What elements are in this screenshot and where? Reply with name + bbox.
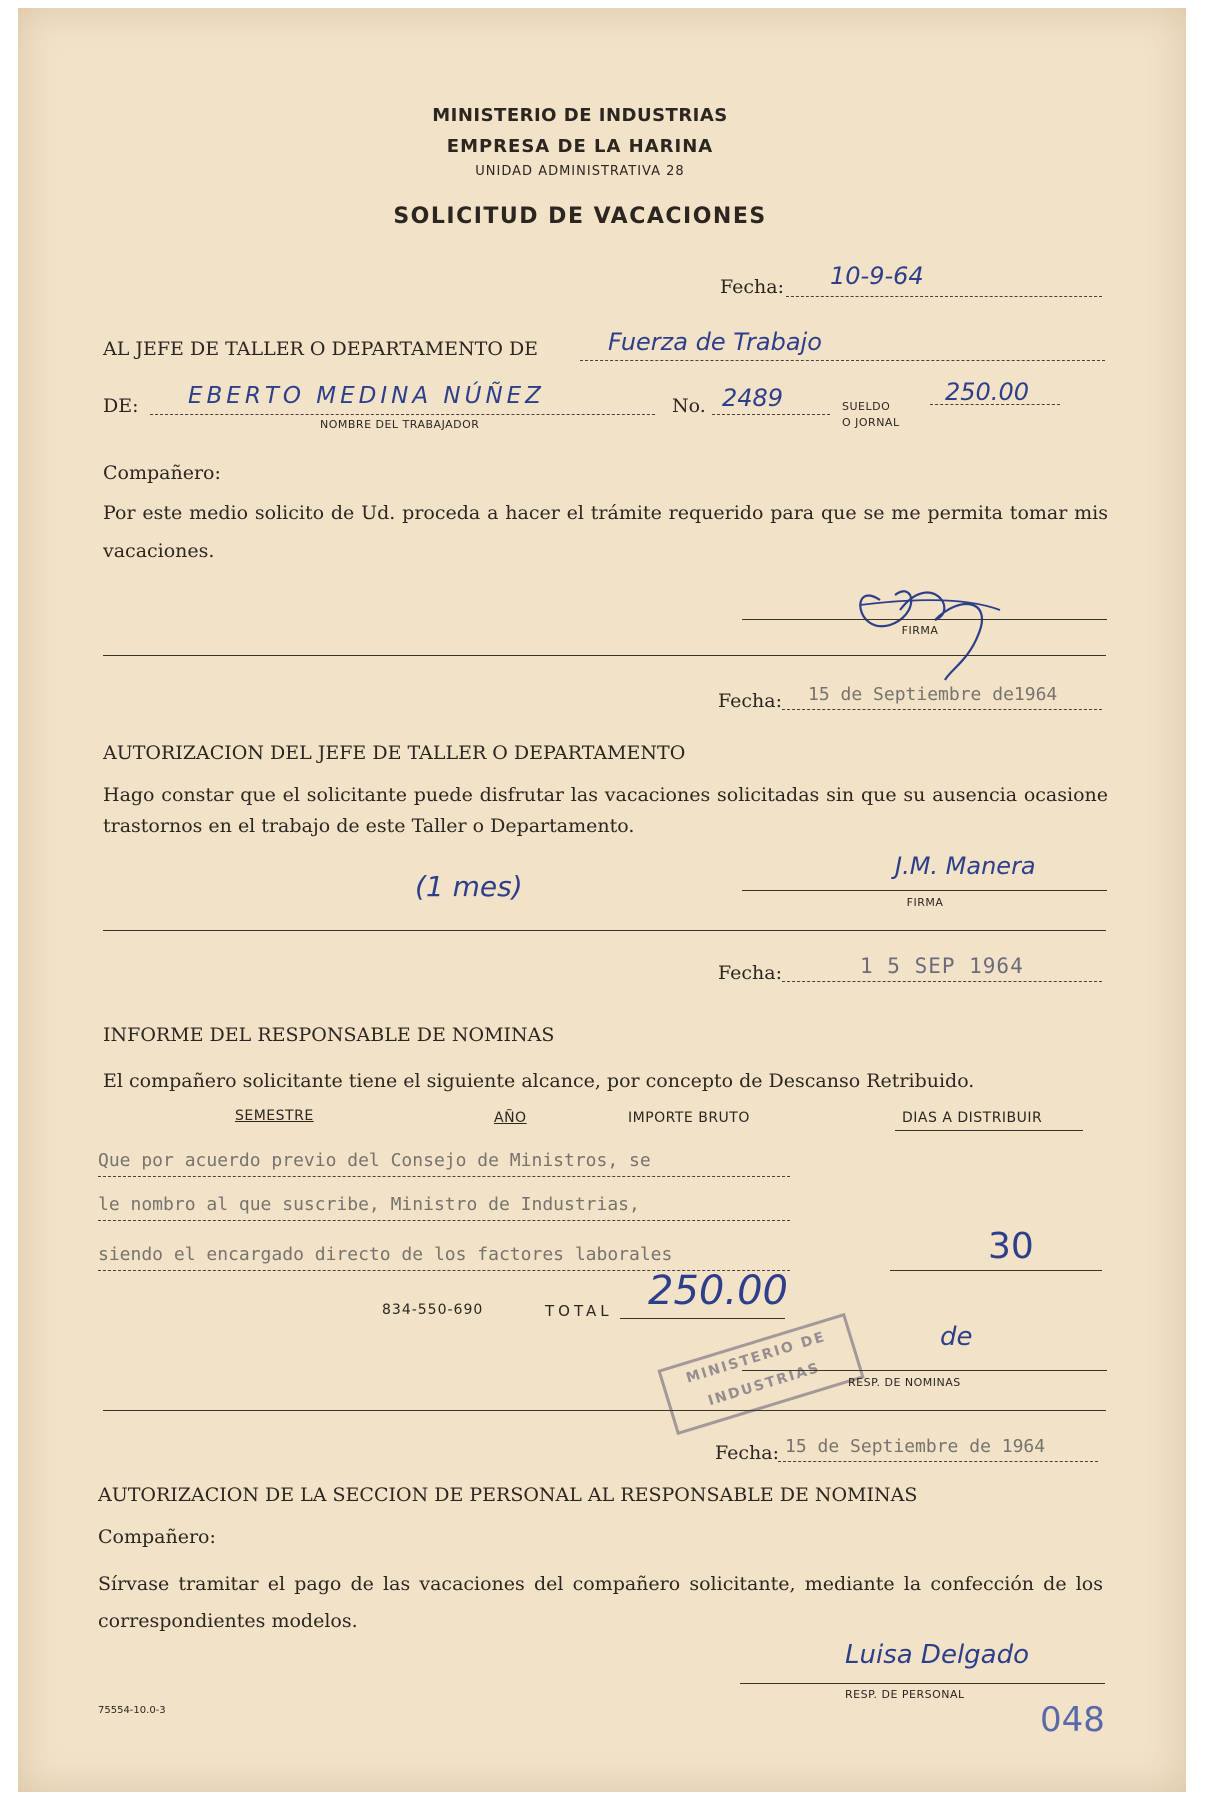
authorization-note: (1 mes) [415,870,523,903]
ministry-title: MINISTERIO DE INDUSTRIAS [432,105,728,126]
payroll-divider [103,1410,1106,1411]
personnel-body: Sírvase tramitar el pago de las vacaciones del compañero solicitante, mediante la confección de los correspondientes modelos. [98,1573,1103,1632]
typed-line-2-rule [98,1220,790,1221]
typed-line-1: Que por acuerdo previo del Consejo de Ministros, se [98,1150,651,1171]
authorization-fecha-label: Fecha: [718,962,782,984]
applicant-signature [840,540,1040,690]
days-value: 30 [988,1226,1034,1267]
authorization-fecha-stamp: 1 5 SEP 1964 [860,954,1024,978]
resp-nominas-label: RESP. DE NOMINAS [848,1376,961,1389]
authorization-heading: AUTORIZACION DEL JEFE DE TALLER O DEPARTAMENTO [103,742,686,764]
column-importe-bruto: IMPORTE BRUTO [628,1110,750,1126]
column-semestre: SEMESTRE [235,1108,314,1124]
to-department-value: Fuerza de Trabajo [608,328,822,356]
sueldo-label: SUELDO [842,400,891,413]
number-label: No. [672,395,706,417]
typed-line-3: siendo el encargado directo de los factores laborales [98,1244,673,1265]
authorization-divider [103,930,1106,931]
top-fecha-label: Fecha: [720,276,784,298]
form-code: 834-550-690 [382,1302,484,1318]
personnel-salutation: Compañero: [98,1526,216,1548]
payroll-initials: de [940,1322,973,1352]
section-divider [103,655,1106,656]
total-value: 250.00 [648,1268,788,1314]
request-salutation: Compañero: [103,462,221,484]
typed-line-1-rule [98,1176,790,1177]
resp-personal-label: RESP. DE PERSONAL [845,1688,965,1701]
to-department-label: AL JEFE DE TALLER O DEPARTAMENTO DE [103,338,539,360]
request-body: Por este medio solicito de Ud. proceda a hacer el trámite requerido para que se me permita tomar mis vacaciones. [103,502,1108,562]
request-fecha-label: Fecha: [718,690,782,712]
jornal-label: O JORNAL [842,416,900,429]
worker-name-line [150,414,655,415]
request-fecha-line [782,709,1102,710]
to-department-line [580,360,1105,361]
worker-name-caption: NOMBRE DEL TRABAJADOR [320,418,480,431]
payroll-fecha-label: Fecha: [715,1442,779,1464]
total-line [620,1318,785,1319]
manager-firma-label: FIRMA [906,896,944,909]
payroll-fecha-line [778,1461,1098,1462]
ministry-stamp: MINISTERIO DE INDUSTRIAS [657,1313,864,1435]
number-line [712,414,830,415]
top-fecha-line [786,296,1102,297]
days-line [890,1270,1102,1271]
resp-nominas-line [742,1370,1107,1371]
personnel-signature: Luisa Delgado [845,1640,1030,1670]
de-label: DE: [103,395,139,417]
authorization-fecha-line [782,981,1102,982]
page-title: SOLICITUD DE VACACIONES [393,204,767,229]
manager-firma-line [742,890,1107,891]
column-ano: AÑO [494,1110,527,1126]
payroll-intro: El compañero solicitante tiene el siguiente alcance, por concepto de Descanso Retribuido. [103,1070,975,1092]
number-value: 2489 [722,384,784,412]
print-code: 75554-10.0-3 [98,1705,166,1716]
company-title: EMPRESA DE LA HARINA [446,136,714,157]
personnel-heading: AUTORIZACION DE LA SECCION DE PERSONAL AL RESPONSABLE DE NOMINAS [98,1484,918,1506]
applicant-firma-line [742,619,1107,620]
payroll-heading: INFORME DEL RESPONSABLE DE NOMINAS [103,1024,555,1046]
column-dias-underline [895,1130,1083,1131]
worker-name-value: EBERTO MEDINA NÚÑEZ [188,383,545,409]
top-fecha-value: 10-9-64 [830,262,924,290]
resp-personal-line [740,1683,1105,1684]
column-dias: DIAS A DISTRIBUIR [902,1110,1043,1126]
payroll-fecha-value: 15 de Septiembre de 1964 [785,1436,1046,1457]
total-label: TOTAL [545,1302,613,1320]
unit-title: UNIDAD ADMINISTRATIVA 28 [475,164,685,179]
authorization-body: Hago constar que el solicitante puede disfrutar las vacaciones solicitadas sin que su ausencia ocasione trastornos en el trabajo de este Taller o Departamento. [103,784,1108,837]
manager-signature: J.M. Manera [895,852,1036,880]
page-number: 048 [1040,1700,1105,1740]
sueldo-value: 250.00 [945,378,1029,406]
applicant-firma-label: FIRMA [901,624,939,637]
request-fecha-value: 15 de Septiembre de1964 [808,684,1058,705]
typed-line-2: le nombro al que suscribe, Ministro de Industrias, [98,1194,640,1215]
